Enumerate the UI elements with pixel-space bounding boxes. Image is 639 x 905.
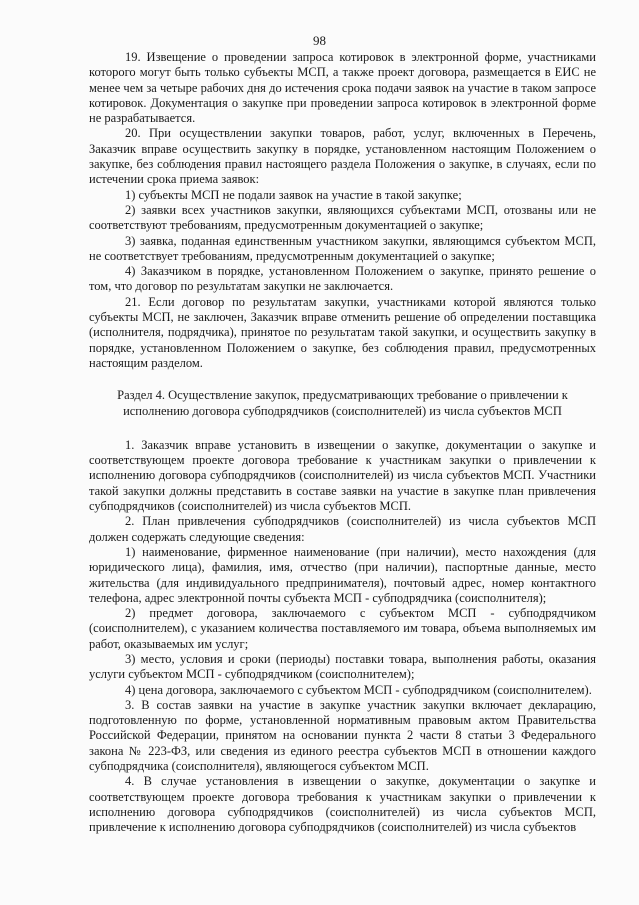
paragraph: 4. В случае установления в извещении о закупке, документации о закупке и соответствующем проекте договора требования к участникам закупки о привлечении к исполнению договора субподрядчиков (соисполнителей) из числа субъектов МСП, привлечение к исполнению договора субподрядчиков (соисполнителей) из числа субъектов xyxy=(89,774,596,835)
list-item: 4) Заказчиком в порядке, установленном Положением о закупке, принято решение о том, что договор по результатам закупки не заключается. xyxy=(89,264,596,294)
paragraph: 2. План привлечения субподрядчиков (соисполнителей) из числа субъектов МСП должен содержать следующие сведения: xyxy=(89,514,596,544)
list-item: 2) заявки всех участников закупки, являющихся субъектами МСП, отозваны или не соответствуют требованиям, предусмотренным документацией о закупке; xyxy=(89,202,596,233)
list-item: 1) наименование, фирменное наименование (при наличии), место нахождения (для юридического лица), фамилия, имя, отчество (при наличии), паспортные данные, место жительства (для индивидуального предпринимателя), почтовый адрес, номер контактного телефона, адрес электронной почты субъекта МСП - субподрядчика (соисполнителя); xyxy=(89,544,596,605)
list-item: 3) заявка, поданная единственным участником закупки, являющимся субъектом МСП, не соответствует требованиям, предусмотренным документацией о закупке; xyxy=(89,233,596,263)
list-item: 4) цена договора, заключаемого с субъектом МСП - субподрядчиком (соисполнителем). xyxy=(125,682,592,697)
list-item: 3) место, условия и сроки (периоды) поставки товара, выполнения работы, оказания услуги субъектом МСП - субподрядчиком (соисполнителем); xyxy=(89,651,596,682)
document-body xyxy=(89,50,596,836)
paragraph: 3. В состав заявки на участие в закупке участник закупки включает декларацию, подготовленную по форме, установленной нормативным правовым актом Правительства Российской Федерации, принятом на основании пункта 2 части 8 статьи 3 Федерального закона № 223-ФЗ, или сведения из единого реестра субъектов МСП в отношении каждого субподрядчика (соисполнителя), являющегося субъектом МСП. xyxy=(89,697,596,774)
list-item: 2) предмет договора, заключаемого с субъектом МСП - субподрядчиком (соисполнителем), с указанием количества поставляемого им товара, объема выполняемых им работ, оказываемых им услуг; xyxy=(89,606,596,651)
list-item: 1) субъекты МСП не подали заявок на участие в такой закупке; xyxy=(125,187,462,202)
paragraph: 21. Если договор по результатам закупки, участниками которой являются только субъекты МСП, не заключен, Заказчик вправе отменить решение об определении поставщика (исполнителя, подрядчика), принятое по результатам такой закупки, и осуществить закупку в порядке, установленном Положением о закупке, без соблюдения правил, предусмотренных настоящим разделом. xyxy=(89,294,596,370)
paragraph: 20. При осуществлении закупки товаров, работ, услуг, включенных в Перечень, Заказчик вправе осуществить закупку в порядке, установленном настоящим Положением о закупке, без соблюдения правил настоящего раздела Положения о закупке, в случаях, если по истечении срока приема заявок: xyxy=(89,126,596,187)
section-heading: Раздел 4. Осуществление закупок, предусматривающих требование о привлечении к исполнению договора субподрядчиков (соисполнителей) из числа субъектов МСП xyxy=(117,388,568,418)
page-number: 98 xyxy=(313,33,326,48)
paragraph: 1. Заказчик вправе установить в извещении о закупке, документации о закупке и соответствующем проекте договора требование к участникам закупки о привлечении к исполнению договора субподрядчиков (соисполнителей) из числа субъектов МСП. Участники такой закупки должны представить в составе заявки на участие в закупке план привлечения субподрядчиков (соисполнителей) из числа субъектов МСП. xyxy=(89,437,596,514)
paragraph: 19. Извещение о проведении запроса котировок в электронной форме, участниками которого могут быть только субъекты МСП, а также проект договора, размещается в ЕИС не менее чем за четыре рабочих дня до истечения срока подачи заявок на участие в таком запросе котировок. Документация о закупке при проведении запроса котировок в электронной форме не разрабатывается. xyxy=(89,50,596,126)
